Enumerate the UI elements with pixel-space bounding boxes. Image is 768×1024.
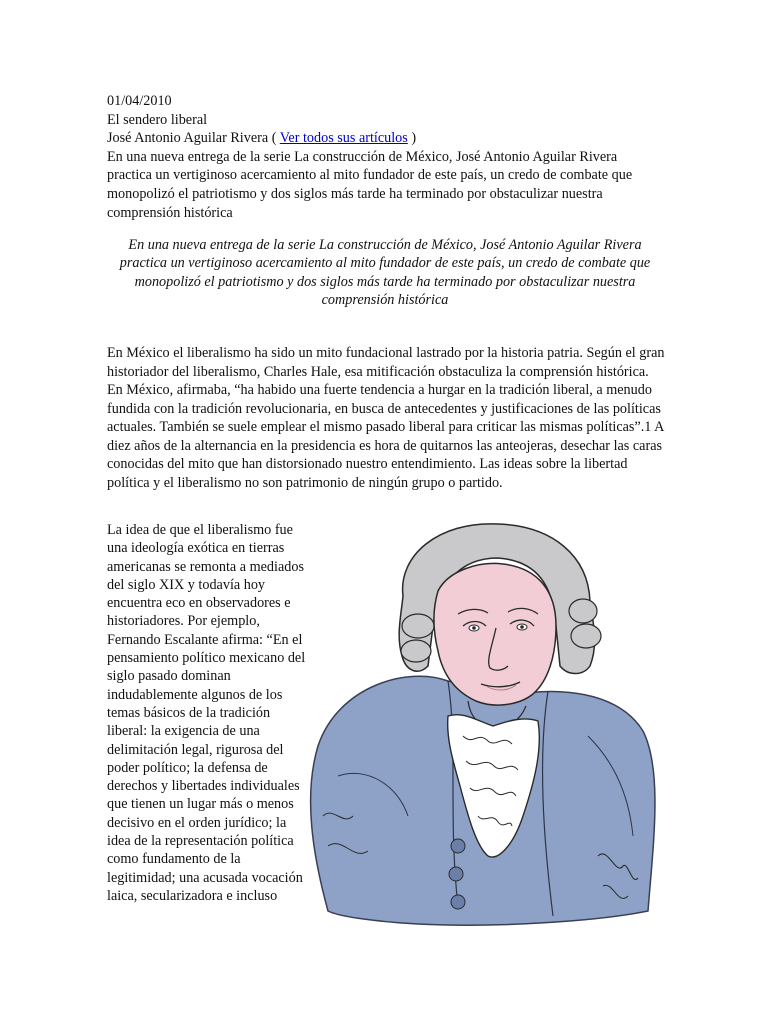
article-date: 01/04/2010 (107, 93, 172, 109)
body-paragraph-1: En México el liberalismo ha sido un mito fundacional lastrado por la historia patria. Según el gran historiador del liberalismo, Charles Hale, esa mitificación obstaculiza la comprensión histórica. En México, afirmaba, “ha habido una fuerte tendencia a hurgar en la tradición liberal, a menudo fundida con la tradición revolucionaria, en busca de antecedentes y justificaciones de las políticas actuales. También se suele emplear el mismo pasado liberal para criticar las mismas políticas”.1 A diez años de la alternancia en la presidencia es hora de quitarnos las anteojeras, desechar las caras conocidas del mito que han distorsionado nuestro entendimiento. Las ideas sobre la libertad política y el liberalismo no son patrimonio de ningún grupo o partido. (107, 345, 665, 491)
article-title: El sendero liberal (107, 111, 208, 128)
author-articles-link[interactable]: Ver todos sus artículos (279, 130, 408, 147)
body-paragraph-2: La idea de que el liberalismo fue una ideología exótica en tierras americanas se remonta a mediados del siglo XIX y todavía hoy encuentra eco en observadores e historiadores. Por ejemplo, Fernando Escalante afirma: “En el pensamiento político mexicano del siglo pasado dominan indudablemente algunos de los temas básicos de la tradición liberal: la exigencia de una delimitación legal, rigurosa del poder político; la defensa de derechos y libertades individuales que tienen un lugar más o menos decisivo en el orden jurídico; la idea de la representación política como fundamento de la legitimidad; una acusada vocación laica, secularizadora e incluso (107, 522, 306, 904)
portrait-illustration (298, 516, 670, 936)
byline-close: ) (407, 130, 417, 147)
article-byline (107, 129, 667, 148)
author-name: José Antonio Aguilar Rivera ( (107, 130, 280, 147)
pull-quote: En una nueva entrega de la serie La construcción de México, José Antonio Aguilar Rivera practica un vertiginoso acercamiento al mito fundador de este país, un credo de combate que monopolizó el patriotismo y dos siglos más tarde ha terminado por obstaculizar nuestra comprensión histórica (119, 237, 651, 309)
article-header (107, 92, 667, 222)
article-lead: En una nueva entrega de la serie La construcción de México, José Antonio Aguilar Rivera practica un vertiginoso acercamiento al mito fundador de este país, un credo de combate que monopolizó el patriotismo y dos siglos más tarde ha terminado por obstaculizar nuestra comprensión histórica (107, 148, 633, 221)
